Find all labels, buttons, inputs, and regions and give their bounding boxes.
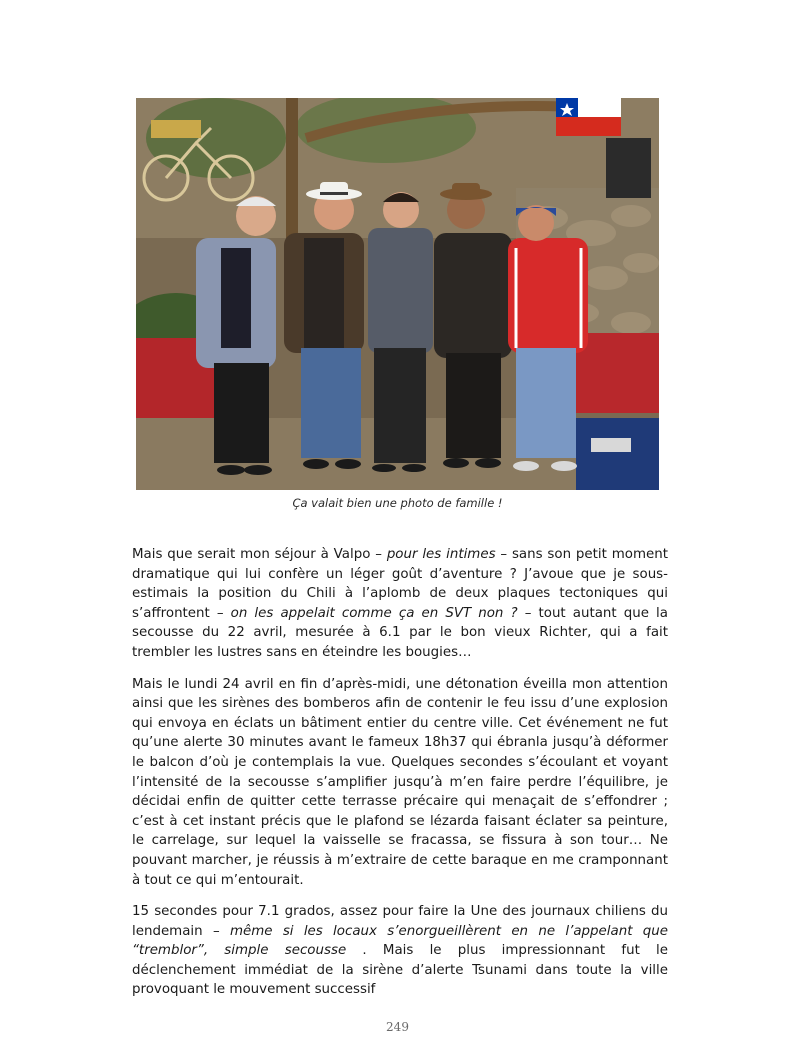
- text-span: Mais que serait mon séjour à Valpo –: [132, 547, 387, 562]
- photo-caption: Ça valait bien une photo de famille !: [292, 496, 503, 510]
- text-span: – sans son petit moment dramatique qui lui confère un léger goût d’aventure ? J’avoue que je sous-estimais la position du Chili à l’aplomb de deux plaques tectoniques qui s’affrontent –: [132, 547, 668, 621]
- text-span: – tout autant que la secousse du 22 avril, mesurée à 6.1 par le bon vieux Richter, qui a fait trembler les lustres sans en éteindre les bougies…: [132, 605, 668, 660]
- paragraph: [132, 902, 668, 1000]
- family-photo: [136, 98, 659, 490]
- italic-span: pour les intimes: [386, 547, 496, 562]
- text-span: . Mais le plus impressionnant fut le déclenchement immédiat de la sirène d’alerte Tsunami dans toute la ville provoquant le mouvement successif: [132, 943, 669, 998]
- italic-span: même si les locaux s’enorgueillèrent en ne l’appelant que “tremblor”, simple secousse: [132, 923, 668, 959]
- italic-span: on les appelait comme ça en SVT non ?: [230, 605, 518, 621]
- page-number: 249: [386, 1020, 409, 1034]
- text-span: Mais le lundi 24 avril en fin d’après-midi, une détonation éveilla mon attention ainsi que les sirènes des bomberos afin de contenir le feu issu d’une explosion qui envoya en éclats un bâtiment entier du centre ville. Cet événement ne fut qu’une alerte 30 minutes avant le fameux 18h37 qui ébranla jusqu’à déformer le balcon d’où je contemplais la vue. Quelques secondes s’écoulant et voyant l’intensité de la secousse s’amplifier jusqu’à m’en faire perdre l’équilibre, je décidai enfin de quitter cette terrasse précaire qui menaçait de s’effondrer ; c’est à cet instant précis que le plafond se lézarda faisant éclater sa peinture, le carrelage, sur lequel la vaisselle se fracassa, se fissura à son tour… Ne pouvant marcher, je réussis à m’extraire de cette baraque en me cramponnant à tout ce qui m’entourait.: [132, 676, 668, 888]
- text-span: 15 secondes pour 7.1 grados, assez pour faire la Une des journaux chiliens du lendemain –: [132, 904, 668, 939]
- body-text: [132, 545, 668, 1012]
- paragraph: [132, 545, 668, 663]
- paragraph: [132, 675, 668, 891]
